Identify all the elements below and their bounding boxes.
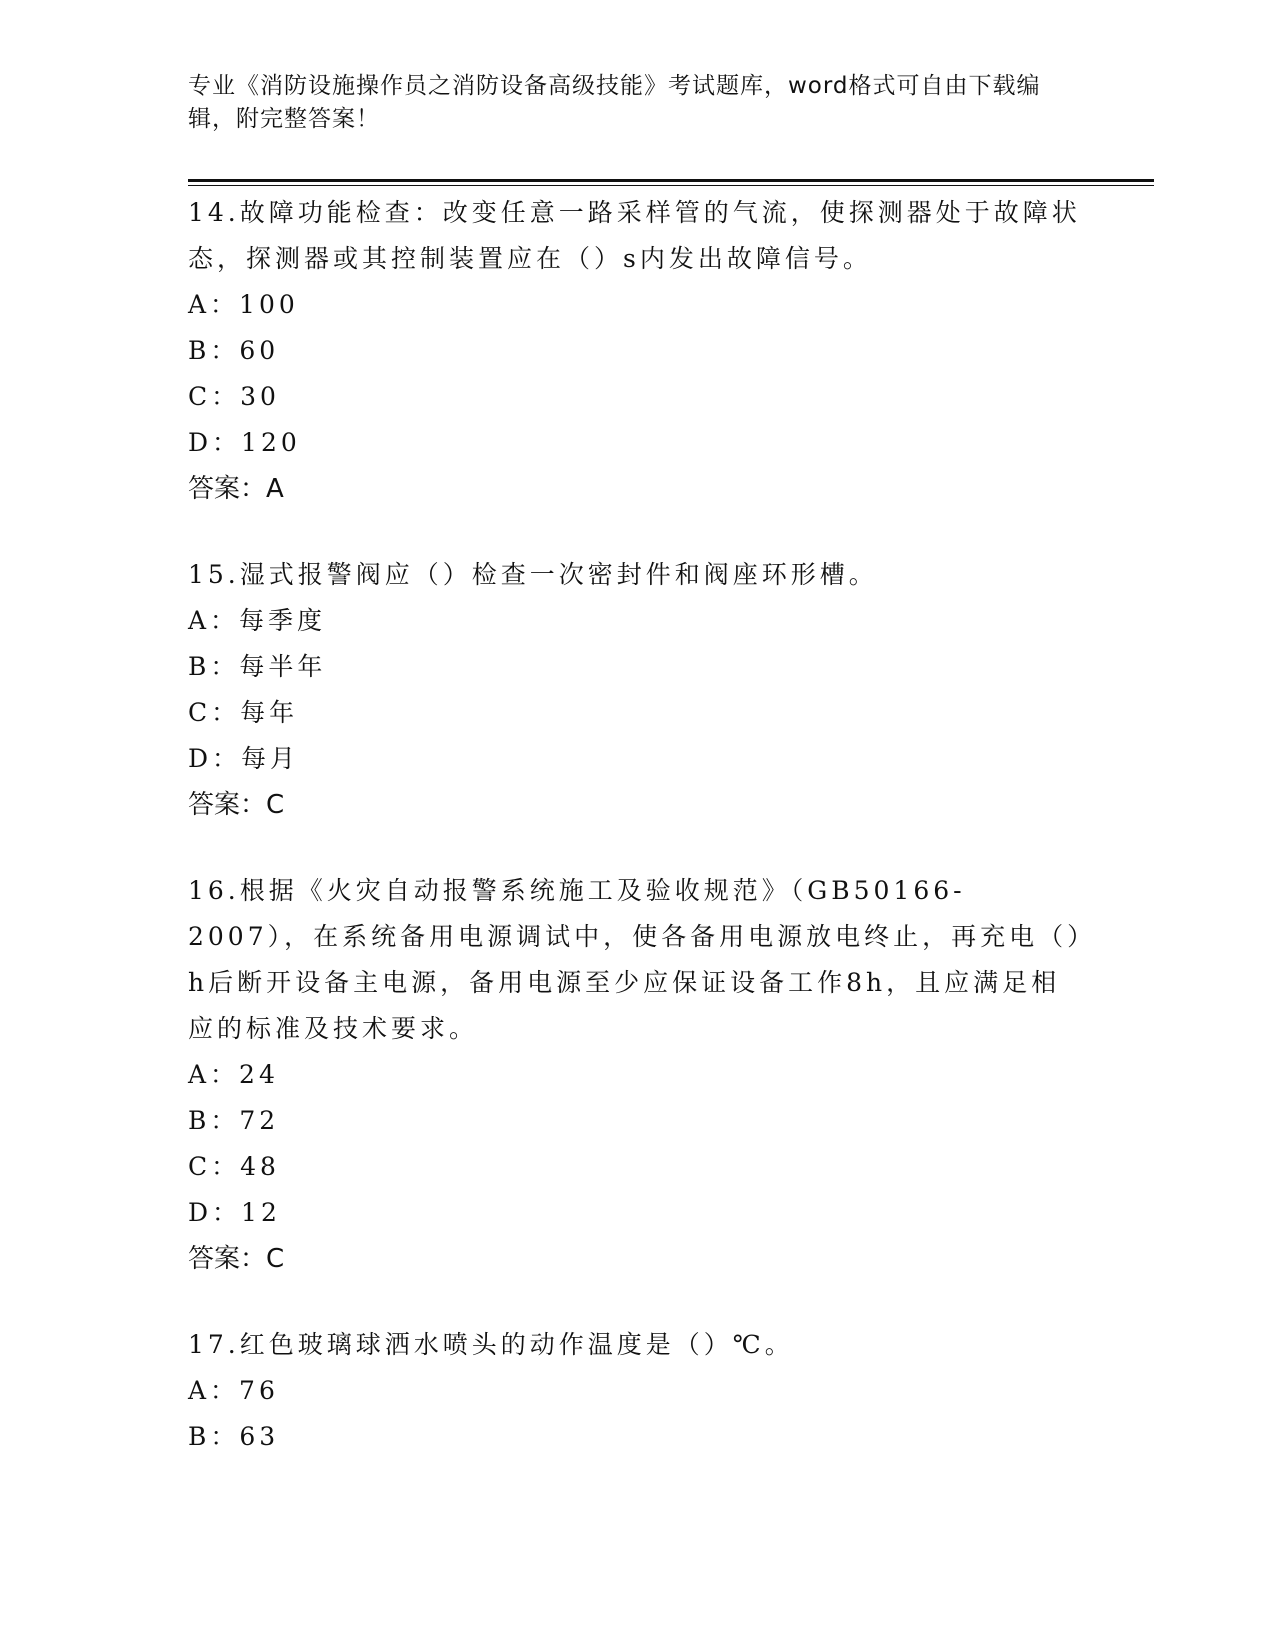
question-stem: 16.根据《火灾自动报警系统施工及验收规范》（GB50166-2007），在系统备用电源调试中，使各备用电源放电终止，再充电（）h后断开设备主电源，备用电源至少应保证设备工作8h，且应满足相应的标准及技术要求。 <box>188 876 1084 1043</box>
option-b: B：63 <box>188 1422 280 1451</box>
option-d: D：每月 <box>188 744 300 773</box>
option-a: A：100 <box>188 290 299 319</box>
option-a: A：每季度 <box>188 606 327 635</box>
question-stem: 14.故障功能检查：改变任意一路采样管的气流，使探测器处于故障状态，探测器或其控制装置应在（）s内发出故障信号。 <box>188 198 1081 273</box>
question-stem: 15.湿式报警阀应（）检查一次密封件和阀座环形槽。 <box>188 560 878 589</box>
question-16 <box>188 868 1088 1282</box>
question-stem: 17.红色玻璃球洒水喷头的动作温度是（）℃。 <box>188 1330 794 1359</box>
option-c: C：48 <box>188 1152 280 1181</box>
answer: 答案：C <box>188 1244 285 1274</box>
option-b: B：60 <box>188 336 280 365</box>
answer: 答案：A <box>188 474 284 504</box>
question-14 <box>188 190 1088 512</box>
option-b: B：每半年 <box>188 652 327 681</box>
option-c: C：30 <box>188 382 280 411</box>
document-header: 专业《消防设施操作员之消防设备高级技能》考试题库，word格式可自由下载编辑，附完整答案！ <box>188 73 1041 132</box>
option-c: C：每年 <box>188 698 299 727</box>
option-a: A：24 <box>188 1060 279 1089</box>
option-b: B：72 <box>188 1106 280 1135</box>
answer: 答案：C <box>188 790 285 820</box>
option-d: D：120 <box>188 428 301 457</box>
question-15 <box>188 552 1088 828</box>
question-17 <box>188 1322 1088 1460</box>
header-divider-thin <box>188 185 1154 186</box>
header-divider-thick <box>188 179 1154 182</box>
option-d: D：12 <box>188 1198 281 1227</box>
option-a: A：76 <box>188 1376 279 1405</box>
question-list <box>188 190 1088 1500</box>
